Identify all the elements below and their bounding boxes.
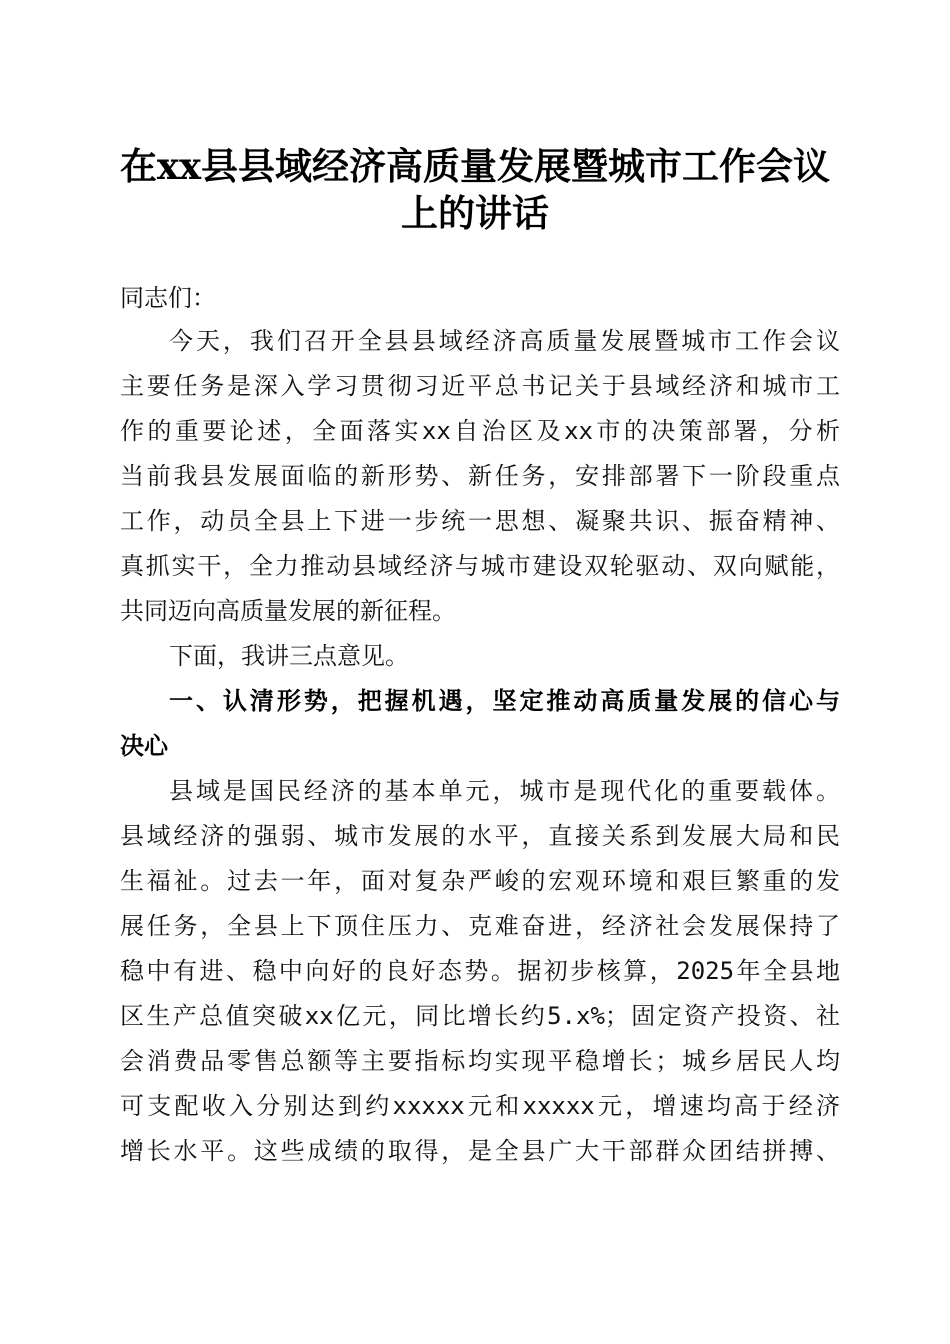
paragraph-3-line-6: 区生产总值突破xx亿元，同比增长约5.x%；固定资产投资、社 — [120, 1002, 840, 1030]
paragraph-1-line-5: 工作，动员全县上下进一步统一思想、凝聚共识、振奋精神、 — [120, 507, 840, 535]
section-heading-1-line-2: 决心 — [120, 732, 168, 760]
document-title-line-1: 在xx县县域经济高质量发展暨城市工作会议 — [119, 144, 831, 188]
paragraph-3-line-5: 稳中有进、稳中向好的良好态势。据初步核算，2025年全县地 — [120, 957, 840, 985]
paragraph-1-line-4: 当前我县发展面临的新形势、新任务，安排部署下一阶段重点 — [120, 462, 840, 490]
salutation: 同志们： — [120, 284, 216, 312]
paragraph-3-line-1: 县域是国民经济的基本单元，城市是现代化的重要载体。 — [169, 777, 840, 805]
paragraph-1-line-3: 作的重要论述，全面落实xx自治区及xx市的决策部署，分析 — [120, 417, 840, 445]
paragraph-3-line-3: 生福祉。过去一年，面对复杂严峻的宏观环境和艰巨繁重的发 — [120, 867, 840, 895]
paragraph-2: 下面，我讲三点意见。 — [169, 642, 409, 670]
paragraph-3-line-8: 可支配收入分别达到约xxxxx元和xxxxx元，增速均高于经济 — [120, 1092, 840, 1120]
paragraph-1-line-1: 今天，我们召开全县县域经济高质量发展暨城市工作会议 — [169, 327, 840, 355]
paragraph-3-line-7: 会消费品零售总额等主要指标均实现平稳增长；城乡居民人均 — [120, 1047, 840, 1075]
paragraph-1-line-7: 共同迈向高质量发展的新征程。 — [120, 597, 456, 625]
paragraph-3-line-9: 增长水平。这些成绩的取得，是全县广大干部群众团结拼搏、 — [120, 1137, 840, 1165]
paragraph-3-line-4: 展任务，全县上下顶住压力、克难奋进，经济社会发展保持了 — [120, 912, 840, 940]
paragraph-3-line-2: 县域经济的强弱、城市发展的水平，直接关系到发展大局和民 — [120, 822, 840, 850]
document-title-line-2: 上的讲话 — [401, 191, 549, 235]
paragraph-1-line-6: 真抓实干，全力推动县域经济与城市建设双轮驱动、双向赋能， — [120, 552, 840, 580]
section-heading-1-line-1: 一、认清形势，把握机遇，坚定推动高质量发展的信心与 — [169, 687, 840, 715]
paragraph-1-line-2: 主要任务是深入学习贯彻习近平总书记关于县域经济和城市工 — [120, 372, 840, 400]
